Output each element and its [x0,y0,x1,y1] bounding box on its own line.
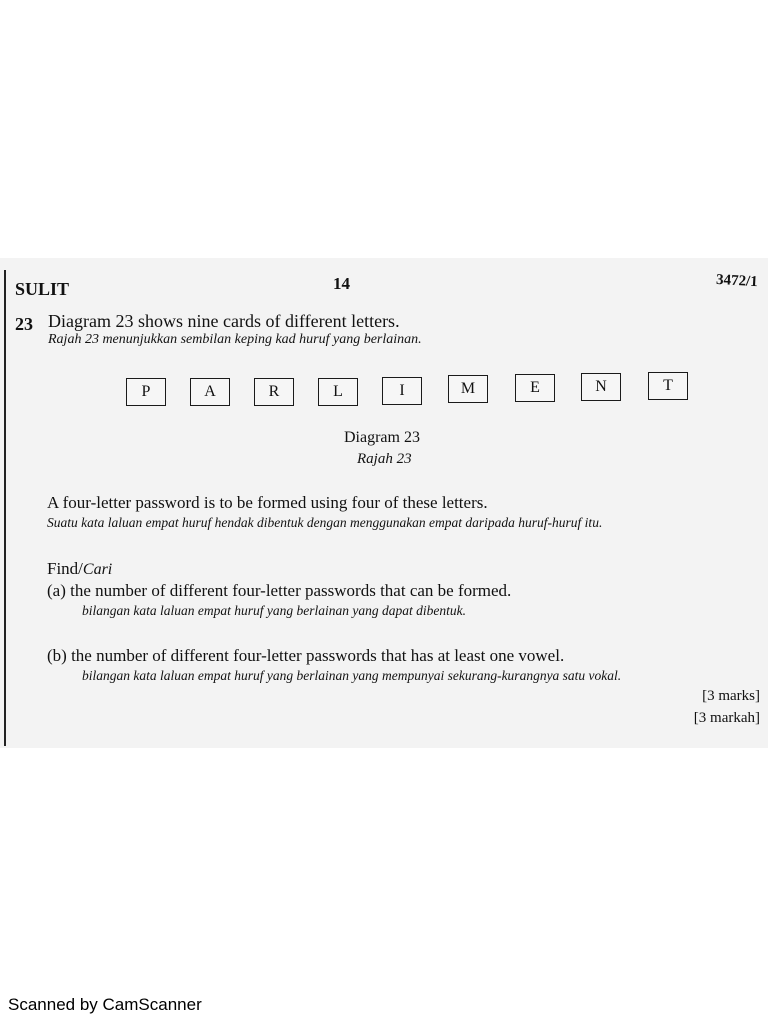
letter-card: M [448,375,488,403]
part-a-text-en: (a) the number of different four-letter passwords that can be formed. [47,581,512,600]
scanner-watermark: Scanned by CamScanner [8,995,202,1014]
letter-card: E [515,374,555,402]
instruction-text-en: A four-letter password is to be formed using four of these letters. [47,493,488,512]
question-text-en: Diagram 23 shows nine cards of different letters. [48,311,400,331]
diagram-caption-en: Diagram 23 [344,429,420,446]
part-b-text-ms: bilangan kata laluan empat huruf yang berlainan yang mempunyai sekurang-kurangnya satu vokal. [82,668,622,683]
part-b-text-en: (b) the number of different four-letter passwords that has at least one vowel. [47,646,565,665]
find-label-en: Find/ [47,559,83,578]
marks-en: [3 marks] [702,688,760,704]
find-label-ms: Cari [82,561,113,578]
diagram-caption-ms: Rajah 23 [357,451,412,467]
page-margin-line [4,270,6,746]
question-number: 23 [15,314,33,334]
marks-ms: [3 markah] [693,710,760,726]
letter-cards [126,372,692,410]
question-text-ms: Rajah 23 menunjukkan sembilan keping kad huruf yang berlainan. [48,332,422,347]
letter-card: N [581,373,621,401]
letter-card: L [318,378,358,406]
header-sulit: SULIT [15,279,70,299]
instruction-text-ms: Suatu kata laluan empat huruf hendak dibentuk dengan menggunakan empat daripada huruf-huruf itu. [47,515,603,530]
letter-card: P [126,378,166,406]
letter-card: T [648,372,688,400]
letter-card: R [254,378,294,406]
letter-card: I [382,377,422,405]
find-label [47,559,112,579]
part-a-text-ms: bilangan kata laluan empat huruf yang berlainan yang dapat dibentuk. [82,603,466,618]
page-number: 14 [333,274,350,293]
letter-card: A [190,378,230,406]
paper-code: 3472/1 [715,271,759,291]
